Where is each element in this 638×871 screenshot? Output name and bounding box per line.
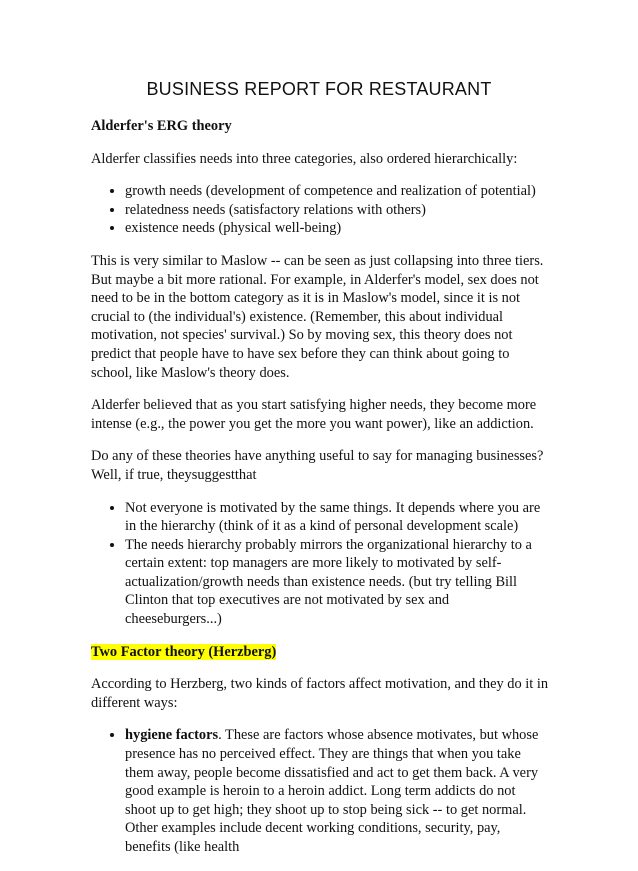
highlighted-heading-text: Two Factor theory (Herzberg): [91, 643, 277, 660]
list-item: • The needs hierarchy probably mirrors the organizational hierarchy to a certain extent: top managers are more likely to motivated by self-actualization/growth needs than existence needs. (but try telling Bill Clinton that top executives are not motivated by sex and cheeseburgers...): [125, 536, 549, 629]
erg-heading: Alderfer's ERG theory: [91, 118, 232, 134]
list-item: • existence needs (physical well-being): [125, 219, 549, 238]
list-item: • Not everyone is motivated by the same things. It depends where you are in the hierarchy (think of it as a kind of personal development scale): [125, 499, 549, 536]
herzberg-heading: [91, 643, 549, 662]
paragraph: Do any of these theories have anything useful to say for managing businesses? Well, if true, theysuggestthat: [91, 448, 544, 483]
paragraph: This is very similar to Maslow -- can be seen as just collapsing into three tiers. But maybe a bit more rational. For example, in Alderfer's model, sex does not need to be in the bottom category as it is in Maslow's model, since it is not crucial to (the individual's) existence. (Remember, this about individual motivation, not species' survival.) So by moving sex, this theory does not predict that people have to have sex before they can think about going to school, like Maslow's theory does.: [91, 252, 544, 381]
list-item: • growth needs (development of competence and realization of potential): [125, 182, 549, 201]
herzberg-intro: According to Herzberg, two kinds of factors affect motivation, and they do it in different ways:: [91, 676, 549, 711]
erg-intro: Alderfer classifies needs into three categories, also ordered hierarchically:: [91, 150, 518, 167]
list-item: [125, 726, 549, 856]
factor-term: hygiene factors: [125, 727, 219, 744]
paragraph: Alderfer believed that as you start satisfying higher needs, they become more intense (e.g., the power you get the more you want power), like an addiction.: [91, 397, 537, 432]
list-item: • relatedness needs (satisfactory relations with others): [125, 201, 549, 220]
needs-list: [91, 182, 549, 238]
implications-list: [91, 499, 549, 629]
factors-list: [91, 726, 549, 856]
factor-description: . These are factors whose absence motivates, but whose presence has no perceived effect. They are things that when you take them away, people become dissatisfied and act to get them back. A very good example is heroin to a heroin addict. Long term addicts do not shoot up to get high; they shoot up to stop being sick -- to get normal. Other examples include decent working conditions, security, pay, benefits (like health: [125, 727, 539, 855]
document-body: [91, 117, 549, 871]
page-title: BUSINESS REPORT FOR RESTAURANT: [146, 79, 492, 99]
